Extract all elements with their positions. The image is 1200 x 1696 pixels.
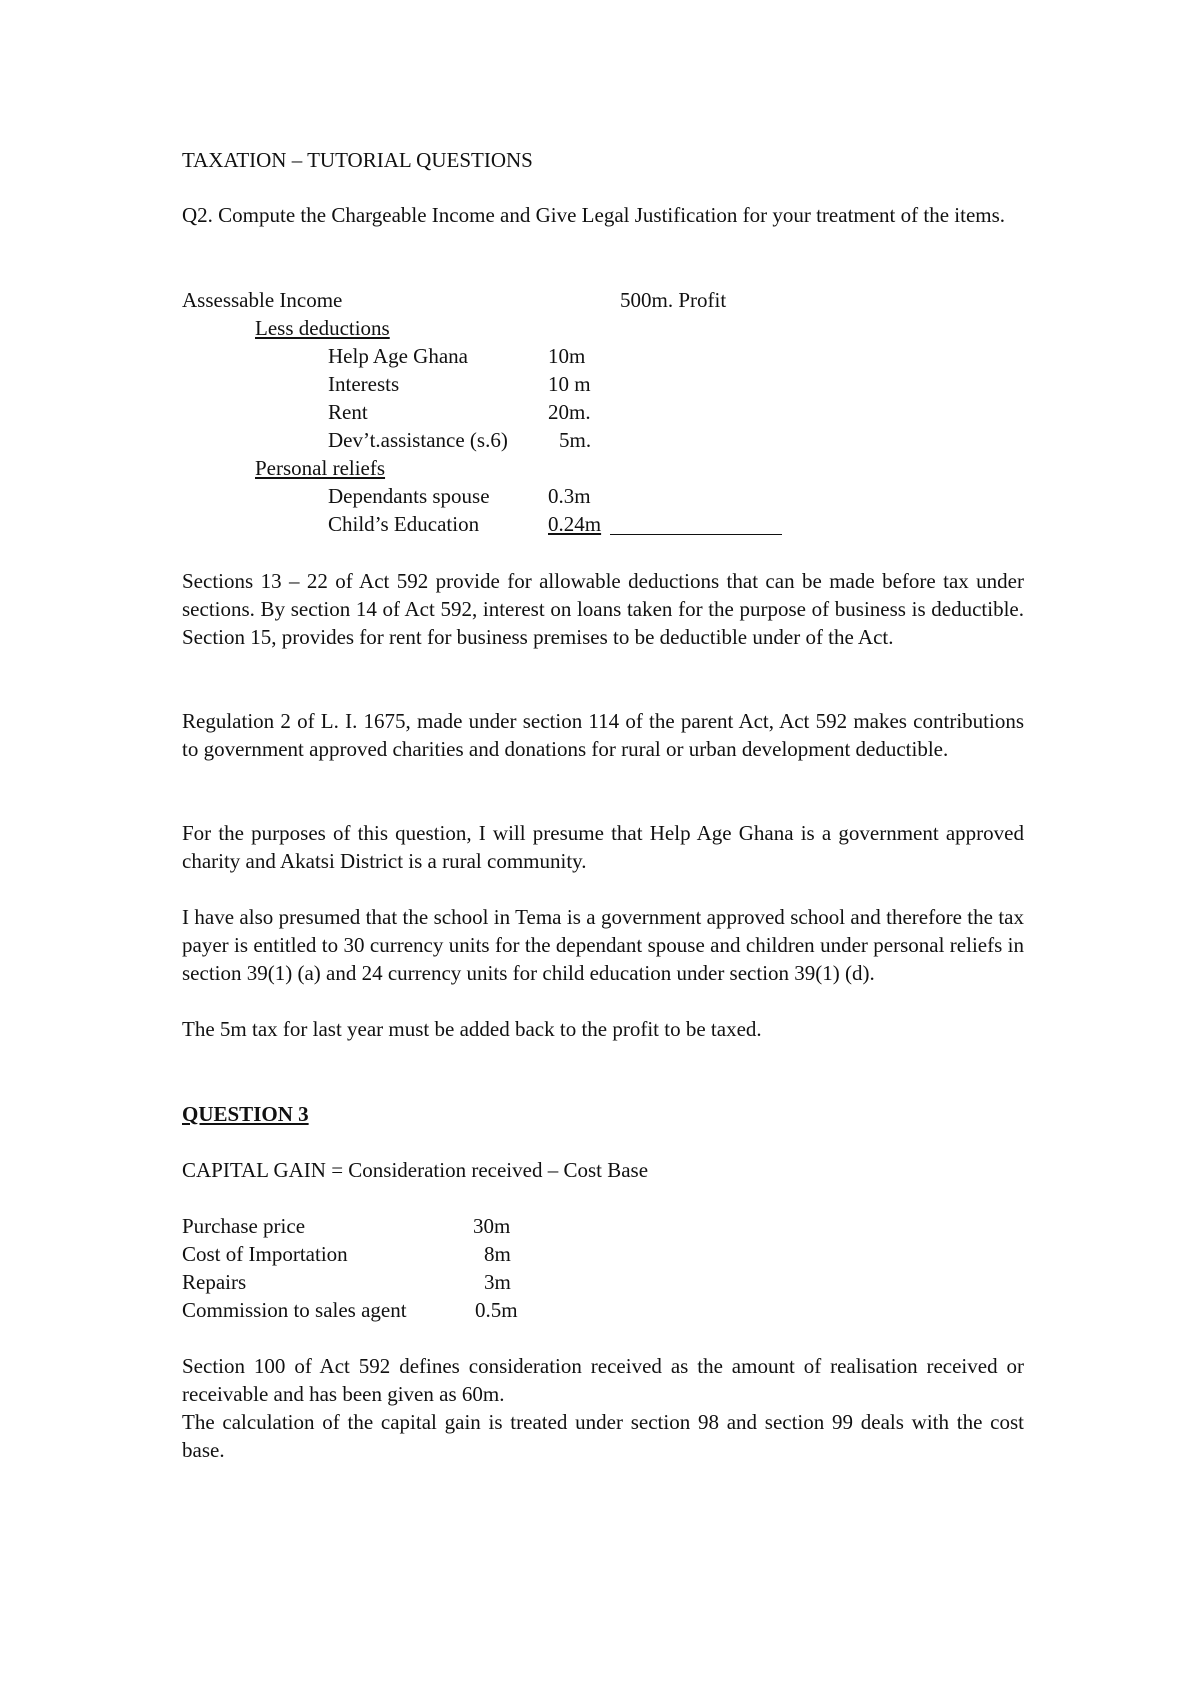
less-deductions-heading: Less deductions [255,316,390,340]
cost-item-label: Purchase price [182,1214,306,1238]
relief-label: Dependants spouse [328,484,490,508]
relief-value: 0.3m [548,484,591,508]
deduction-label: Rent [328,400,368,424]
deduction-label: Dev’t.assistance (s.6) [328,428,508,452]
deduction-label: Help Age Ghana [328,344,468,368]
q2-paragraph: I have also presumed that the school in Tema is a government approved school and therefore the tax payer is entitled to 30 currency units for the dependant spouse and children under personal reliefs in section 39(1) (a) and 24 currency units for child education under section 39(1) (d). [182,905,1024,985]
q3-paragraph: Section 100 of Act 592 defines consideration received as the amount of realisation received or receivable and has been given as 60m. [182,1354,1024,1406]
total-underline [610,534,782,535]
cost-item-label: Repairs [182,1270,247,1294]
relief-value: 0.24m [548,512,602,536]
question-3-heading: QUESTION 3 [182,1102,309,1126]
q2-paragraph: The 5m tax for last year must be added back to the profit to be taxed. [182,1017,762,1041]
cost-item-value: 8m [484,1242,511,1266]
q2-paragraph: Sections 13 – 22 of Act 592 provide for allowable deductions that can be made before tax under sections. By section 14 of Act 592, interest on loans taken for the purpose of business is deductible. Section 15, provides for rent for business premises to be deductible under of the Act. [182,569,1024,649]
deduction-value: 5m. [559,428,592,452]
q3-paragraph: The calculation of the capital gain is treated under section 98 and section 99 deals with the cost base. [182,1410,1024,1462]
document-title: TAXATION – TUTORIAL QUESTIONS [182,148,533,172]
cost-item-label: Commission to sales agent [182,1298,407,1322]
deduction-value: 10 m [548,372,591,396]
deduction-label: Interests [328,372,400,396]
q2-paragraph: Regulation 2 of L. I. 1675, made under section 114 of the parent Act, Act 592 makes contributions to government approved charities and donations for rural or urban development deductible. [182,709,1024,761]
assessable-income-label: Assessable Income [182,288,343,312]
cost-item-label: Cost of Importation [182,1242,348,1266]
assessable-income-value: 500m. Profit [620,288,727,312]
q2-paragraph: For the purposes of this question, I will presume that Help Age Ghana is a government approved charity and Akatsi District is a rural community. [182,821,1024,873]
cost-item-value: 0.5m [475,1298,518,1322]
deduction-value: 20m. [548,400,591,424]
cost-item-value: 3m [484,1270,511,1294]
q2-prompt: Q2. Compute the Chargeable Income and Give Legal Justification for your treatment of the items. [182,203,1006,227]
deduction-value: 10m [548,344,586,368]
relief-label: Child’s Education [328,512,480,536]
capital-gain-formula: CAPITAL GAIN = Consideration received – Cost Base [182,1158,649,1182]
personal-reliefs-heading: Personal reliefs [255,456,386,480]
cost-item-value: 30m [473,1214,511,1238]
